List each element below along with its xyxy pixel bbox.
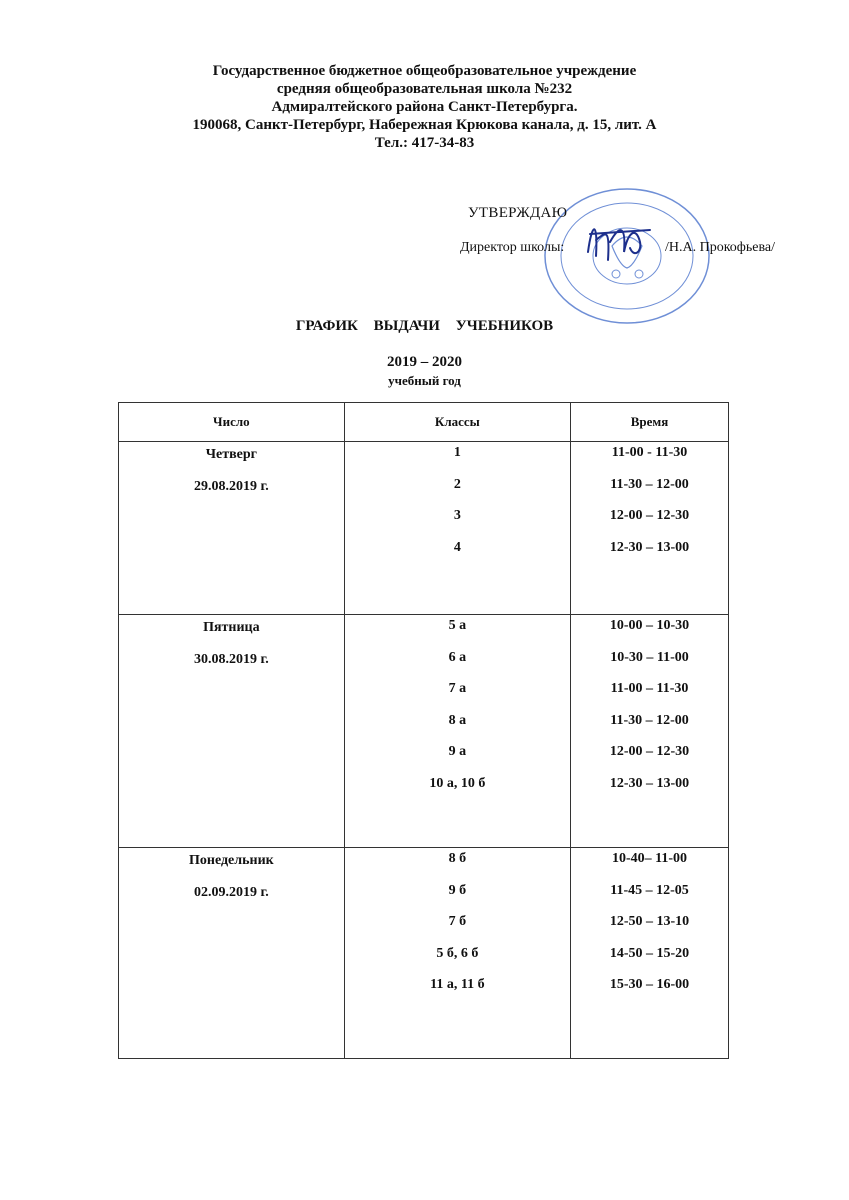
time-item: 12-50 – 13-10 <box>609 914 690 929</box>
day-name: Четверг <box>205 447 257 462</box>
header-line-4: 190068, Санкт-Петербург, Набережная Крюкова канала, д. 15, лит. А <box>192 117 657 133</box>
time-item: 10-00 – 10-30 <box>609 618 690 633</box>
textbook-schedule-table <box>118 402 729 1059</box>
academic-year-subtitle: учебный год <box>388 373 461 388</box>
table-row <box>119 442 729 615</box>
classes-cell <box>344 848 570 1059</box>
time-item: 15-30 – 16-00 <box>609 977 690 992</box>
date-cell <box>119 615 345 848</box>
day-date: 02.09.2019 г. <box>193 885 269 900</box>
class-item: 7 б <box>448 914 467 929</box>
class-item: 4 <box>453 539 461 555</box>
classes-cell <box>344 615 570 848</box>
header-line-3: Адмиралтейского района Санкт-Петербурга. <box>271 99 578 115</box>
header-classes: Классы <box>344 403 570 442</box>
class-item: 9 а <box>448 744 467 759</box>
class-item: 7 а <box>448 681 467 696</box>
date-cell <box>119 442 345 615</box>
time-item: 11-00 – 11-30 <box>610 681 689 696</box>
class-item: 10 а, 10 б <box>429 775 486 791</box>
time-cell <box>571 848 729 1059</box>
time-item: 12-00 – 12-30 <box>609 508 690 523</box>
class-item: 5 а <box>448 618 467 633</box>
director-line <box>460 240 776 256</box>
class-item: 11 а, 11 б <box>430 977 485 992</box>
approve-label: УТВЕРЖДАЮ <box>468 205 568 221</box>
class-item: 8 а <box>448 712 467 728</box>
class-item: 1 <box>453 445 461 460</box>
class-item: 3 <box>453 508 461 523</box>
time-item: 10-30 – 11-00 <box>610 649 689 665</box>
time-item: 11-45 – 12-05 <box>610 882 689 898</box>
table-row <box>119 615 729 848</box>
date-cell <box>119 848 345 1059</box>
time-item: 12-30 – 13-00 <box>609 539 690 555</box>
time-item: 11-30 – 12-00 <box>610 712 689 728</box>
class-item: 9 б <box>448 882 467 898</box>
time-item: 11-00 - 11-30 <box>611 445 688 460</box>
academic-year: 2019 – 2020 <box>387 354 462 370</box>
time-cell <box>571 615 729 848</box>
time-item: 11-30 – 12-00 <box>610 476 689 492</box>
school-header <box>0 62 849 152</box>
classes-cell <box>344 442 570 615</box>
time-item: 10-40– 11-00 <box>612 851 688 866</box>
time-cell <box>571 442 729 615</box>
day-name: Понедельник <box>188 853 274 868</box>
class-item: 5 б, 6 б <box>436 945 479 961</box>
time-item: 12-30 – 13-00 <box>609 775 690 791</box>
table-header-row <box>119 403 729 442</box>
header-line-2: средняя общеобразовательная школа №232 <box>276 81 573 97</box>
document-title: ГРАФИК ВЫДАЧИ УЧЕБНИКОВ <box>295 318 554 334</box>
class-item: 8 б <box>448 851 467 866</box>
day-name: Пятница <box>203 620 260 635</box>
class-item: 6 а <box>448 649 467 665</box>
director-signature <box>580 212 660 272</box>
director-label: Директор школы: <box>460 240 565 255</box>
class-item: 2 <box>453 476 461 492</box>
header-line-1: Государственное бюджетное общеобразовательное учреждение <box>212 63 637 79</box>
time-item: 14-50 – 15-20 <box>609 945 690 961</box>
header-date: Число <box>119 403 345 442</box>
director-name: /Н.А. Прокофьева/ <box>665 240 776 255</box>
table-row <box>119 848 729 1059</box>
day-date: 30.08.2019 г. <box>193 652 269 667</box>
day-date: 29.08.2019 г. <box>193 479 269 494</box>
header-line-5: Тел.: 417-34-83 <box>374 135 475 151</box>
header-time: Время <box>571 403 729 442</box>
time-item: 12-00 – 12-30 <box>609 744 690 759</box>
